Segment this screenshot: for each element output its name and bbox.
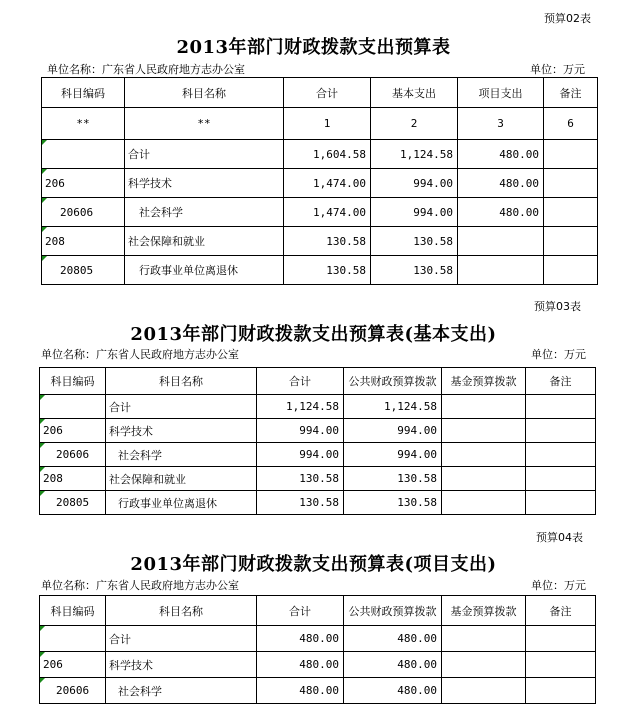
cell-total: 130.58 (284, 227, 371, 256)
cell-code: 206 (40, 652, 106, 678)
table-row (40, 626, 596, 652)
cell-total: 1,604.58 (284, 140, 371, 169)
col-header-name: 科目名称 (125, 78, 284, 108)
cell-code: 20606 (40, 443, 106, 467)
cell-basic: 994.00 (371, 198, 458, 227)
cell-name: 合计 (106, 626, 257, 652)
cell-total: 1,124.58 (257, 395, 344, 419)
cell-total: 994.00 (257, 443, 344, 467)
cell-fund (442, 491, 526, 515)
page-title-04: 2013年部门财政拨款支出预算表(项目支出) (130, 554, 497, 575)
unit-measure-02: 单位：万元 (530, 63, 585, 76)
cell-fund (442, 626, 526, 652)
cell-public: 480.00 (344, 678, 442, 704)
col-header-note: 备注 (526, 368, 596, 395)
cell-public: 1,124.58 (344, 395, 442, 419)
cell-code: 20805 (42, 256, 125, 285)
cell-fund (442, 652, 526, 678)
cell-total: 480.00 (257, 626, 344, 652)
index-cell: 6 (544, 108, 598, 140)
cell-total: 130.58 (284, 256, 371, 285)
col-header-code: 科目编码 (40, 368, 106, 395)
cell-code: 20805 (40, 491, 106, 515)
index-cell: 3 (458, 108, 544, 140)
col-header-code: 科目编码 (42, 78, 125, 108)
table-row (40, 395, 596, 419)
cell-total: 130.58 (257, 491, 344, 515)
cell-name: 社会保障和就业 (125, 227, 284, 256)
col-header-total: 合计 (257, 368, 344, 395)
table-row (42, 227, 598, 256)
budget-table-04 (39, 595, 596, 704)
col-header-fund: 基金预算拨款 (442, 368, 526, 395)
col-header-project: 项目支出 (458, 78, 544, 108)
col-header-total: 合计 (257, 596, 344, 626)
table-row (42, 169, 598, 198)
unit-name-04: 单位名称：广东省人民政府地方志办公室 (41, 579, 239, 592)
unit-name-03: 单位名称：广东省人民政府地方志办公室 (41, 348, 239, 361)
cell-total: 480.00 (257, 652, 344, 678)
index-cell: ** (42, 108, 125, 140)
cell-note (544, 227, 598, 256)
cell-fund (442, 443, 526, 467)
unit-measure-04: 单位：万元 (531, 579, 586, 592)
cell-project: 480.00 (458, 140, 544, 169)
cell-code: 20606 (42, 198, 125, 227)
cell-total: 130.58 (257, 467, 344, 491)
cell-code: 20606 (40, 678, 106, 704)
col-header-name: 科目名称 (106, 368, 257, 395)
cell-name: 社会保障和就业 (106, 467, 257, 491)
cell-note (544, 198, 598, 227)
col-header-code: 科目编码 (40, 596, 106, 626)
cell-note (544, 140, 598, 169)
cell-note (526, 419, 596, 443)
table-row (40, 467, 596, 491)
col-header-public: 公共财政预算拨款 (344, 596, 442, 626)
col-header-note: 备注 (544, 78, 598, 108)
cell-code: 206 (42, 169, 125, 198)
cell-name: 合计 (106, 395, 257, 419)
cell-note (526, 443, 596, 467)
page-title-03: 2013年部门财政拨款支出预算表(基本支出) (130, 324, 497, 345)
cell-note (526, 491, 596, 515)
unit-measure-03: 单位：万元 (531, 348, 586, 361)
cell-code: 206 (40, 419, 106, 443)
unit-name-02: 单位名称：广东省人民政府地方志办公室 (47, 63, 245, 76)
table-row (42, 256, 598, 285)
cell-public: 994.00 (344, 419, 442, 443)
cell-project (458, 227, 544, 256)
cell-name: 科学技术 (106, 419, 257, 443)
page-title-02: 2013年部门财政拨款支出预算表 (176, 37, 451, 58)
cell-public: 130.58 (344, 467, 442, 491)
cell-fund (442, 678, 526, 704)
cell-name: 科学技术 (125, 169, 284, 198)
cell-total: 1,474.00 (284, 169, 371, 198)
cell-total: 994.00 (257, 419, 344, 443)
index-cell: ** (125, 108, 284, 140)
index-cell: 1 (284, 108, 371, 140)
cell-name: 社会科学 (106, 678, 257, 704)
cell-name: 行政事业单位离退休 (125, 256, 284, 285)
cell-public: 480.00 (344, 652, 442, 678)
table-row (40, 678, 596, 704)
cell-basic: 994.00 (371, 169, 458, 198)
cell-basic: 1,124.58 (371, 140, 458, 169)
table-row (40, 491, 596, 515)
cell-note (526, 467, 596, 491)
cell-code (40, 626, 106, 652)
cell-code: 208 (40, 467, 106, 491)
col-header-total: 合计 (284, 78, 371, 108)
table-header-row (40, 368, 596, 395)
col-header-public: 公共财政预算拨款 (344, 368, 442, 395)
table-row (40, 652, 596, 678)
cell-fund (442, 467, 526, 491)
cell-project (458, 256, 544, 285)
cell-name: 行政事业单位离退休 (106, 491, 257, 515)
budget-table-03 (39, 367, 596, 515)
cell-note (526, 626, 596, 652)
cell-basic: 130.58 (371, 256, 458, 285)
cell-fund (442, 395, 526, 419)
table-row (42, 140, 598, 169)
table-row (40, 419, 596, 443)
col-header-note: 备注 (526, 596, 596, 626)
cell-note (526, 678, 596, 704)
budget-table-02 (41, 77, 598, 285)
cell-fund (442, 419, 526, 443)
cell-note (526, 395, 596, 419)
form-code-03: 预算03表 (534, 300, 581, 313)
cell-total: 480.00 (257, 678, 344, 704)
col-header-fund: 基金预算拨款 (442, 596, 526, 626)
cell-name: 社会科学 (106, 443, 257, 467)
table-header-row (42, 78, 598, 108)
cell-name: 科学技术 (106, 652, 257, 678)
form-code-02: 预算02表 (544, 12, 591, 25)
cell-public: 130.58 (344, 491, 442, 515)
cell-name: 社会科学 (125, 198, 284, 227)
cell-public: 994.00 (344, 443, 442, 467)
cell-code (42, 140, 125, 169)
cell-project: 480.00 (458, 198, 544, 227)
col-header-name: 科目名称 (106, 596, 257, 626)
table-index-row (42, 108, 598, 140)
cell-note (544, 256, 598, 285)
cell-project: 480.00 (458, 169, 544, 198)
form-code-04: 预算04表 (536, 531, 583, 544)
table-row (40, 443, 596, 467)
cell-note (526, 652, 596, 678)
cell-public: 480.00 (344, 626, 442, 652)
table-row (42, 198, 598, 227)
cell-basic: 130.58 (371, 227, 458, 256)
cell-note (544, 169, 598, 198)
cell-total: 1,474.00 (284, 198, 371, 227)
index-cell: 2 (371, 108, 458, 140)
col-header-basic: 基本支出 (371, 78, 458, 108)
cell-code: 208 (42, 227, 125, 256)
cell-code (40, 395, 106, 419)
table-header-row (40, 596, 596, 626)
cell-name: 合计 (125, 140, 284, 169)
